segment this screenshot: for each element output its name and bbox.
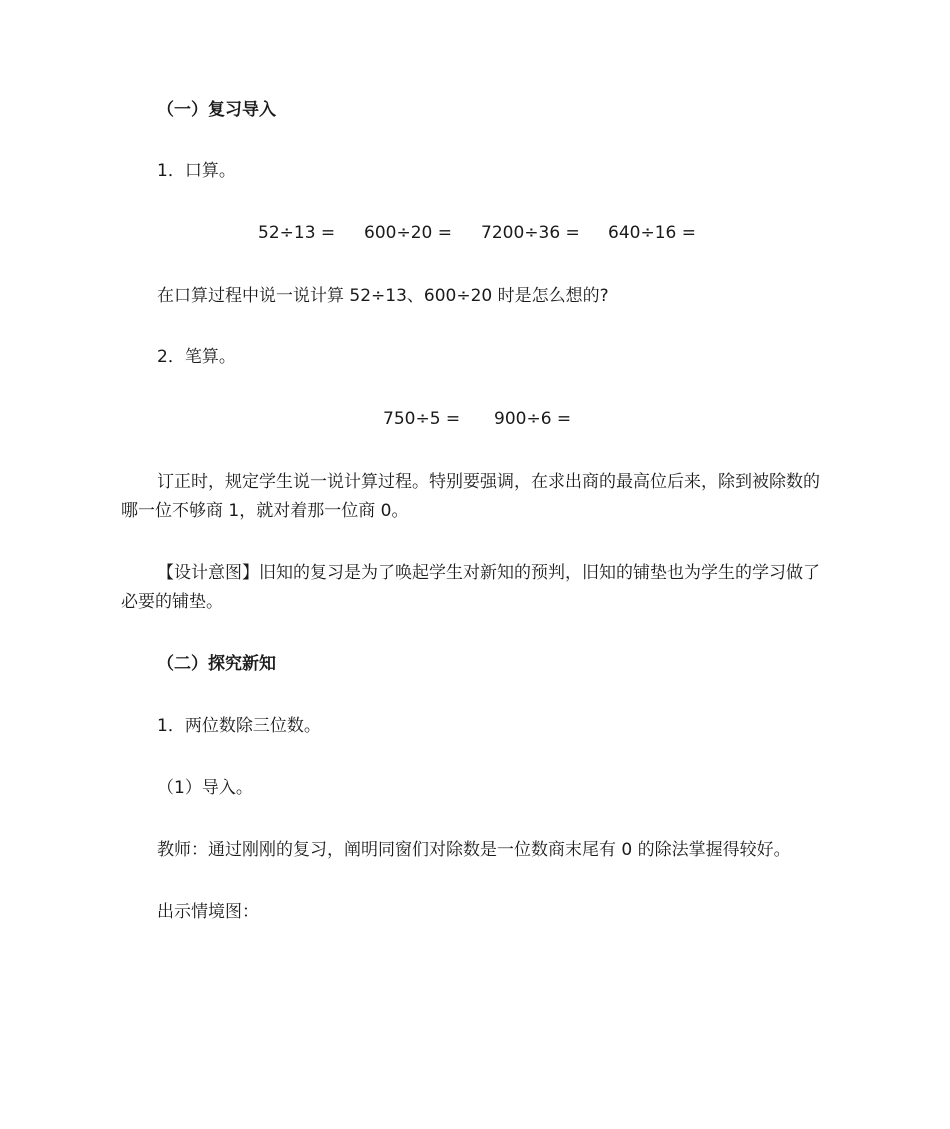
- oral-expr-3: 7200÷36 =: [481, 223, 580, 243]
- oral-calc-expressions: [0, 219, 950, 247]
- written-expr-2: 900÷6 =: [494, 409, 572, 429]
- section-heading-explore: （二）探究新知: [157, 654, 276, 674]
- oral-expr-4: 640÷16 =: [608, 223, 696, 243]
- oral-expr-2: 600÷20 =: [364, 223, 452, 243]
- design-intent-note: 【设计意图】旧知的复习是为了唤起学生对新知的预判，旧知的铺垫也为学生的学习做了必要的铺垫。: [121, 563, 820, 612]
- written-expr-1: 750÷5 =: [383, 409, 461, 429]
- oral-calc-question: 在口算过程中说一说计算 52÷13、600÷20 时是怎么想的?: [157, 286, 609, 306]
- teacher-statement: 教师：通过刚刚的复习，阐明同窗们对除数是一位数商末尾有 0 的除法掌握得较好。: [157, 840, 791, 860]
- correction-note: 订正时，规定学生说一说计算过程。特别要强调，在求出商的最高位后来，除到被除数的哪一位不够商 1，就对着那一位商 0。: [121, 472, 820, 521]
- sub-item-intro-title: （1）导入。: [157, 778, 253, 798]
- item-oral-calc-title: 1．口算。: [157, 161, 236, 181]
- item-division-title: 1．两位数除三位数。: [157, 716, 321, 736]
- written-calc-expressions: [0, 405, 950, 433]
- section-heading-review: （一）复习导入: [157, 100, 276, 120]
- oral-expr-1: 52÷13 =: [258, 223, 336, 243]
- show-scene-label: 出示情境图：: [157, 902, 259, 922]
- item-written-calc-title: 2．笔算。: [157, 347, 236, 367]
